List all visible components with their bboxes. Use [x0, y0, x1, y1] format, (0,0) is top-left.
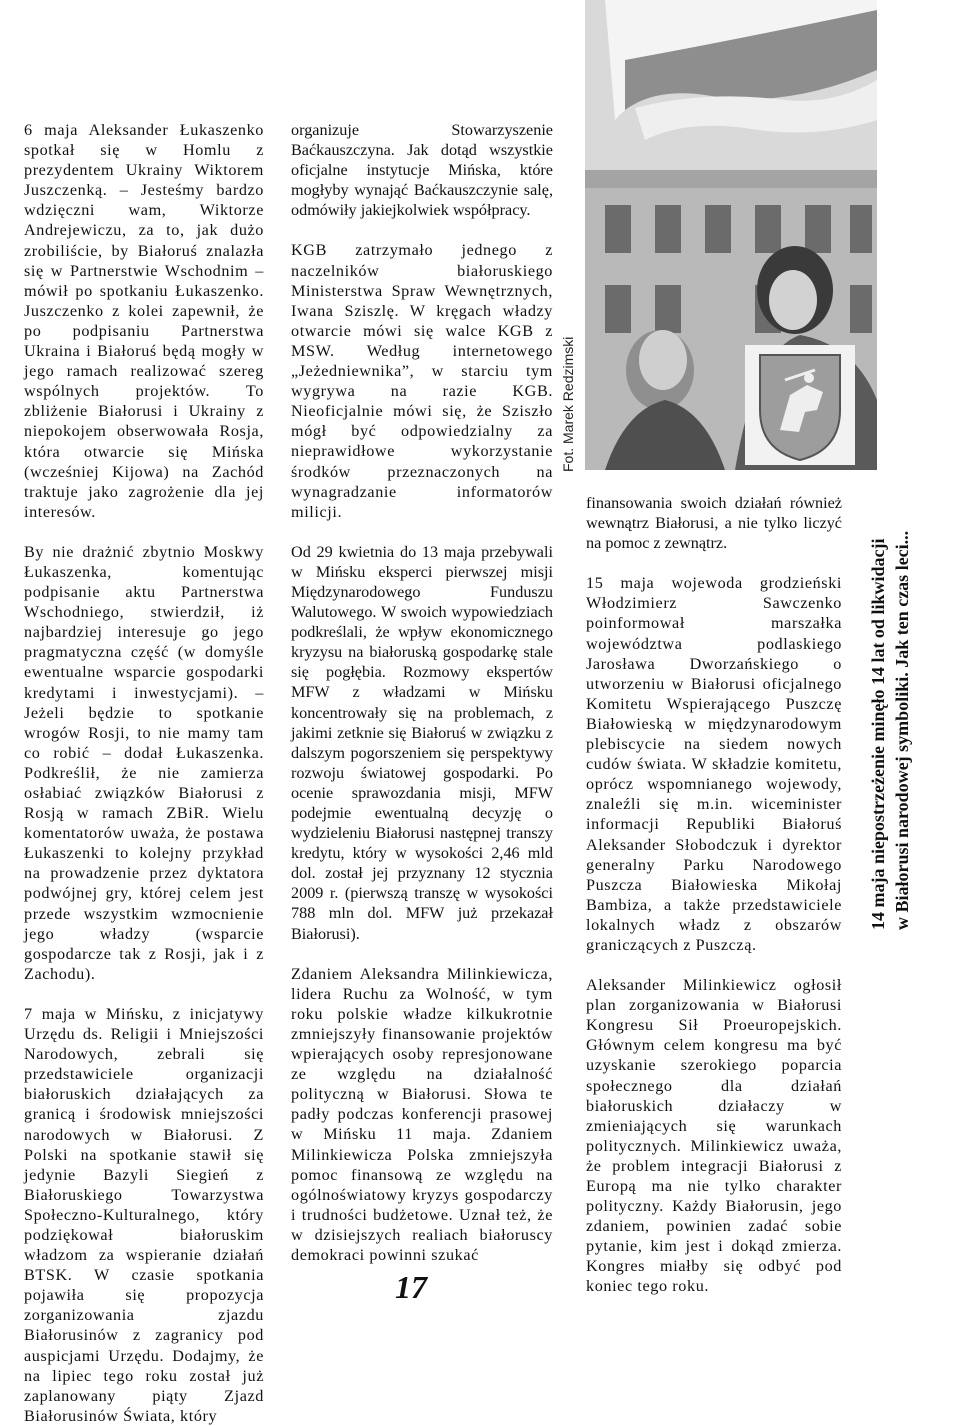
paragraph: Aleksander Milinkiewicz ogłosił plan zorganizowania w Białorusi Kongresu Sił Proeuropejskich. Głównym celem kongresu ma być uzyskanie szerokiego poparcia społecznego dla działań białoruskich działaczy w zmieniających się warunkach politycznych. Milinkiewicz uważa, że problem integracji Białorusi z Europą ma nie tylko charakter polityczny. Każdy Białorusin, jego zdaniem, powinien zadać sobie pytanie, kim jest i dokąd zmierza. Kongres miałby się odbyć pod koniec tego roku. [586, 976, 842, 1296]
article-column-1 [24, 120, 264, 1426]
paragraph: 7 maja w Mińsku, z inicjatywy Urzędu ds. Religii i Mniejszości Narodowych, zebrali się przedstawiciele organizacji białoruskich działających za granicą i środowisk mniejszości narodowych w Białorusi. Z Polski na spotkanie stawił się jedynie Bazyli Siegień z Białoruskiego Towarzystwa Społeczno-Kulturalnego, który podziękował białoruskim władzom za wspieranie działań BTSK. W czasie spotkania pojawiła się propozycja zorganizowania zjazdu Białorusinów z zagranicy pod auspicjami Urzędu. Dodajmy, że na lipiec tego roku został już zaplanowany piąty Zjazd Białorusinów Świata, który [24, 1004, 264, 1425]
article-column-2 [291, 120, 553, 1265]
paragraph: Od 29 kwietnia do 13 maja przebywali w Mińsku eksperci pierwszej misji Międzynarodowego Funduszu Walutowego. W swoich wypowiedziach podkreślali, że wpływ ekonomicznego kryzysu na białoruską gospodarkę stale się pogłębia. Rozmowy ekspertów MFW z władzami w Mińsku koncentrowały się na problemach, z jakimi zetknie się Białoruś w związku z dalszym pogorszeniem się perspektywy rozwoju światowej gospodarki. Po ocenie sprawozdania misji, MFW podejmie ewentualną decyzję o wydzieleniu Białorusi następnej transzy kredytu, który w wysokości 2,46 mld dol. został jej przyznany 12 stycznia 2009 r. (pierwszą transzę w wysokości 788 mln dol. MFW już przekazał Białorusi). [291, 542, 553, 943]
sidebar-caption-line-2: w Białorusi narodowej symboliki. Jak ten czas leci... [892, 530, 912, 930]
article-column-3 [586, 493, 842, 1297]
paragraph: Zdaniem Aleksandra Milinkiewicza, lidera Ruchu za Wolność, w tym roku polskie władze kilkukrotnie zmniejszyły finansowanie projektów wpierających osoby represjonowane ze względu na działalność polityczną w Białorusi. Słowa te padły podczas konferencji prasowej w Mińsku 11 maja. Zdaniem Milinkiewicza Polska zmniejszyła pomoc finansową ze względu na ogólnoświatowy kryzys gospodarczy i trudności budżetowe. Uznał też, że w dzisiejszych realiach białoruscy demokraci powinni szukać [291, 964, 553, 1264]
paragraph: By nie drażnić zbytnio Moskwy Łukaszenka, komentując podpisanie aktu Partnerstwa Wschodniego, stwierdził, iż najbardziej interesuje go jego pragmatyczna część (w domyśle ewentualne wsparcie gospodarki kredytami i inwestycjami). – Jeżeli będzie to spotkanie wrogów Rosji, to nie mamy tam co robić – dodał Łukaszenka. Podkreślił, że nie zamierza osłabiać związków Białorusi z Rosją w ramach ZBiR. Wielu komentatorów uważa, że postawa Łukaszenki to kolejny przykład na prowadzenie przez dyktatora podwójnej gry, której celem jest przede wszystkim wzmocnienie jego władzy (wsparcie gospodarcze tak z Rosji, jak i z Zachodu). [24, 542, 264, 983]
paragraph: 6 maja Aleksander Łukaszenko spotkał się w Homlu z prezydentem Ukrainy Wiktorem Juszczenką. – Jesteśmy bardzo wdzięczni wam, Wiktorze Andrejewiczu, za to, jak dużo zrobiliście, by Białoruś znalazła się w Partnerstwie Wschodnim – mówił po spotkaniu Łukaszenko. Juszczenko z kolei zapewnił, że po podpisaniu Partnerstwa Ukraina i Białoruś będą mogły w jego ramach realizować szereg wspólnych projektów. To zbliżenie Białorusi i Ukrainy z niepokojem obserwowała Rosja, która otwarcie się Mińska (wcześniej Kijowa) na Zachód traktuje jako zagrożenie dla jej interesów. [24, 121, 264, 521]
photo-credit: Fot. Marek Redzimski [560, 336, 576, 472]
photo-women-with-pahonia-coat-of-arms [585, 0, 877, 470]
paragraph: organizuje Stowarzyszenie Baćkauszczyna. Jak dotąd wszystkie oficjalne instytucje Mińska, które mogłyby wynająć Baćkauszczynie salę, odmówiły jakiejkolwiek współpracy. [291, 121, 553, 220]
sidebar-caption-line-1: 14 maja niepostrzeżenie minęło 14 lat od likwidacji [868, 538, 888, 930]
photo-illustration [585, 0, 877, 470]
vertical-sidebar-caption [866, 460, 914, 930]
paragraph: KGB zatrzymało jednego z naczelników białoruskiego Ministerstwa Spraw Wewnętrznych, Iwana Sziszlę. W kręgach władzy otwarcie mówi się walce KGB z MSW. Według internetowego „Jeżedniewnika”, w starciu tym wygrywa na razie KGB. Nieoficjalnie mówi się, że Sziszło mógł być odpowiedzialny za nieprawidłowe wykorzystanie środków przeznaczonych na wynagradzanie informatorów milicji. [291, 241, 553, 521]
page-number: 17 [395, 1269, 427, 1305]
paragraph: 15 maja wojewoda grodzieński Włodzimierz Sawczenko poinformował marszałka województwa podlaskiego Jarosława Dworzańskiego o utworzeniu w Białorusi oficjalnego Komitetu Wspierającego Puszczę Białowieską w międzynarodowym plebiscycie na siedem nowych cudów świata. W składzie komitetu, oprócz wspomnianego wojewody, znaleźli się m.in. wiceminister informacji Republiki Białoruś Aleksander Słobodczuk i dyrektor generalny Parku Narodowego Puszcza Białowieska Mikołaj Bambiza, a także przedstawiciele lokalnych władz z obszarów graniczących z Puszczą. [586, 574, 842, 954]
paragraph: finansowania swoich działań również wewnątrz Białorusi, a nie tylko liczyć na pomoc z zewnątrz. [586, 494, 842, 553]
